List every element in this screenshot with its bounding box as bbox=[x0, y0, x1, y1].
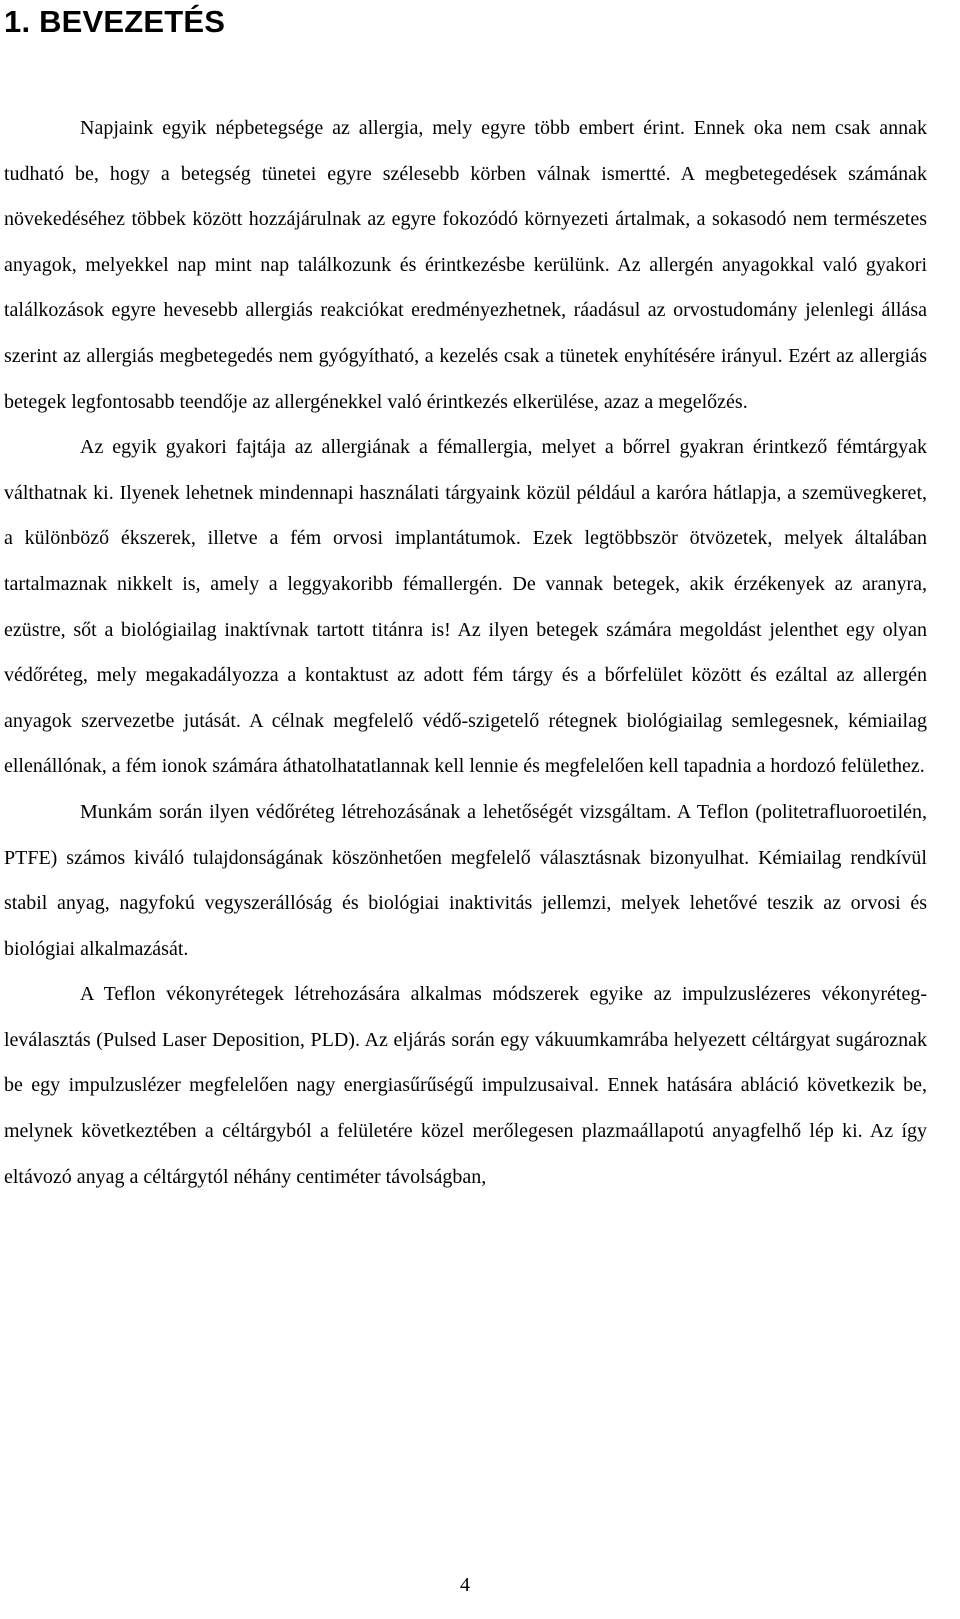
chapter-heading: 1. BEVEZETÉS bbox=[4, 4, 226, 39]
paragraph-pld: A Teflon vékonyrétegek létrehozására alkalmas módszerek egyike az impulzuslézeres vékonyréteg-leválasztás (Pulsed Laser Deposition, PLD). Az eljárás során egy vákuumkamrába helyezett céltárgyat sugároznak be egy impulzuslézer megfelelően nagy energiasűrűségű impulzusaival. Ennek hatására abláció következik be, melynek következtében a céltárgyból a felületére közel merőlegesen plazmaállapotú anyagfelhő lép ki. Az így eltávozó anyag a céltárgytól néhány centiméter távolságban, bbox=[4, 983, 927, 1188]
paragraph-intro: Napjaink egyik népbetegsége az allergia, mely egyre több embert érint. Ennek oka nem csak annak tudható be, hogy a betegség tünetei egyre szélesebb körben válnak ismertté. A megbetegedések számának növekedéséhez többek között hozzájárulnak az egyre fokozódó környezeti ártalmak, a sokasodó nem természetes anyagok, melyekkel nap mint nap találkozunk és érintkezésbe kerülünk. Az allergén anyagokkal való gyakori találkozások egyre hevesebb allergiás reakciókat eredményezhetnek, ráadásul az orvostudomány jelenlegi állása szerint az allergiás megbetegedés nem gyógyítható, a kezelés csak a tünetek enyhítésére irányul. Ezért az allergiás betegek legfontosabb teendője az allergénekkel való érintkezés elkerülése, azaz a megelőzés. bbox=[4, 117, 927, 413]
page-number: 4 bbox=[460, 1574, 470, 1596]
paragraph-metal-allergy: Az egyik gyakori fajtája az allergiának a fémallergia, melyet a bőrrel gyakran érintkező fémtárgyak válthatnak ki. Ilyenek lehetnek mindennapi használati tárgyaink közül például a karóra hátlapja, a szemüvegkeret, a különböző ékszerek, illetve a fém orvosi implantátumok. Ezek legtöbbször ötvözetek, melyek általában tartalmaznak nikkelt is, amely a leggyakoribb fémallergén. De vannak betegek, akik érzékenyek az aranyra, ezüstre, sőt a biológiailag inaktívnak tartott titánra is! Az ilyen betegek számára megoldást jelenthet egy olyan védőréteg, mely megakadályozza a kontaktust az adott fém tárgy és a bőrfelület között és ezáltal az allergén anyagok szervezetbe jutását. A célnak megfelelő védő-szigetelő rétegnek biológiailag semlegesnek, kémiailag ellenállónak, a fém ionok számára áthatolhatatlannak kell lennie és megfelelően kell tapadnia a hordozó felülethez. bbox=[4, 436, 927, 778]
paragraph-teflon: Munkám során ilyen védőréteg létrehozásának a lehetőségét vizsgáltam. A Teflon (politetrafluoroetilén, PTFE) számos kiváló tulajdonságának köszönhetően megfelelő választásnak bizonyulhat. Kémiailag rendkívül stabil anyag, nagyfokú vegyszerállóság és biológiai inaktivitás jellemzi, melyek lehetővé teszik az orvosi és biológiai alkalmazását. bbox=[4, 800, 927, 960]
body-text bbox=[4, 106, 927, 1200]
